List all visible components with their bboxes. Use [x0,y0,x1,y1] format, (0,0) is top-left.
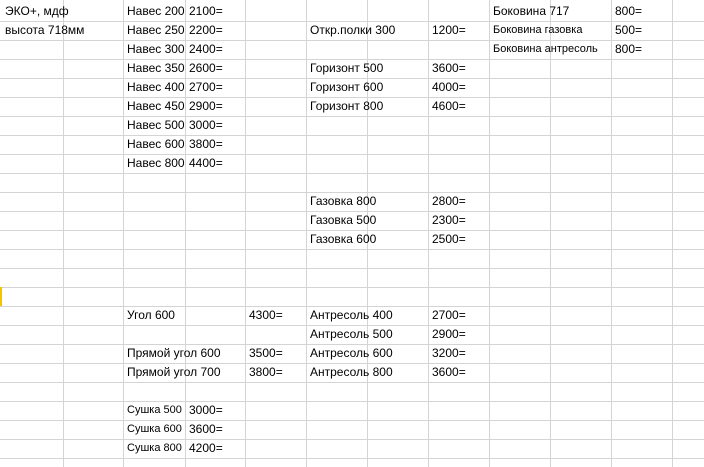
antresol-price-cell[interactable]: 2900= [432,327,466,341]
naves-price-cell[interactable]: 2700= [189,80,223,94]
corner-name-cell[interactable]: Прямой угол 600 [127,346,221,360]
dryer-name-cell[interactable]: Сушка 800 [127,442,182,454]
antresol-name-cell[interactable]: Антресоль 800 [310,365,393,379]
naves-name-cell[interactable]: Навес 600 [127,137,185,151]
row-divider [0,420,704,421]
naves-name-cell[interactable]: Навес 800 [127,156,185,170]
row-divider [0,173,704,174]
row-divider [0,458,704,459]
shelf-price-cell[interactable]: 4000= [432,80,466,94]
side-price-cell[interactable]: 500= [615,23,643,37]
row-divider [0,439,704,440]
row-divider [0,401,704,402]
row-divider [0,249,704,250]
dryer-price-cell[interactable]: 4200= [189,441,223,455]
column-divider [672,0,673,467]
naves-name-cell[interactable]: Навес 300 [127,42,185,56]
naves-price-cell[interactable]: 2100= [189,4,223,18]
naves-price-cell[interactable]: 3800= [189,137,223,151]
column-divider [550,0,551,467]
naves-price-cell[interactable]: 2200= [189,23,223,37]
gas-price-cell[interactable]: 2300= [432,213,466,227]
corner-price-cell[interactable]: 3800= [249,365,283,379]
naves-name-cell[interactable]: Навес 200 [127,4,185,18]
column-divider [63,0,64,467]
antresol-price-cell[interactable]: 2700= [432,308,466,322]
side-name-cell[interactable]: Боковина 717 [493,4,570,18]
antresol-name-cell[interactable]: Антресоль 600 [310,346,393,360]
corner-name-cell[interactable]: Угол 600 [127,308,175,322]
row-divider [0,287,704,288]
shelf-name-cell[interactable]: Откр.полки 300 [310,23,396,37]
dryer-price-cell[interactable]: 3600= [189,422,223,436]
row-divider [0,116,704,117]
naves-name-cell[interactable]: Навес 350 [127,61,185,75]
corner-name-cell[interactable]: Прямой угол 700 [127,365,221,379]
corner-price-cell[interactable]: 3500= [249,346,283,360]
dryer-price-cell[interactable]: 3000= [189,403,223,417]
shelf-price-cell[interactable]: 1200= [432,23,466,37]
gas-name-cell[interactable]: Газовка 600 [310,232,377,246]
antresol-name-cell[interactable]: Антресоль 400 [310,308,393,322]
gas-name-cell[interactable]: Газовка 800 [310,194,377,208]
gas-price-cell[interactable]: 2800= [432,194,466,208]
column-divider [245,0,246,467]
corner-price-cell[interactable]: 4300= [249,308,283,322]
antresol-name-cell[interactable]: Антресоль 500 [310,327,393,341]
naves-name-cell[interactable]: Навес 250 [127,23,185,37]
naves-price-cell[interactable]: 3000= [189,118,223,132]
gas-price-cell[interactable]: 2500= [432,232,466,246]
naves-name-cell[interactable]: Навес 500 [127,118,185,132]
gas-name-cell[interactable]: Газовка 500 [310,213,377,227]
row-divider [0,382,704,383]
column-divider [489,0,490,467]
sheet-subtitle-cell[interactable]: высота 718мм [5,23,85,37]
naves-name-cell[interactable]: Навес 400 [127,80,185,94]
side-price-cell[interactable]: 800= [615,4,643,18]
shelf-name-cell[interactable]: Горизонт 600 [310,80,384,94]
naves-price-cell[interactable]: 2600= [189,61,223,75]
column-divider [611,0,612,467]
active-row-marker [0,287,2,306]
shelf-name-cell[interactable]: Горизонт 500 [310,61,384,75]
side-name-cell[interactable]: Боковина газовка [493,24,583,36]
dryer-name-cell[interactable]: Сушка 500 [127,404,182,416]
dryer-name-cell[interactable]: Сушка 600 [127,423,182,435]
row-divider [0,154,704,155]
naves-price-cell[interactable]: 2900= [189,99,223,113]
naves-name-cell[interactable]: Навес 450 [127,99,185,113]
shelf-price-cell[interactable]: 4600= [432,99,466,113]
naves-price-cell[interactable]: 2400= [189,42,223,56]
side-price-cell[interactable]: 800= [615,42,643,56]
side-name-cell[interactable]: Боковина антресоль [493,43,598,55]
shelf-price-cell[interactable]: 3600= [432,61,466,75]
naves-price-cell[interactable]: 4400= [189,156,223,170]
shelf-name-cell[interactable]: Горизонт 800 [310,99,384,113]
antresol-price-cell[interactable]: 3200= [432,346,466,360]
sheet-title-cell[interactable]: ЭКО+, мдф [5,4,69,18]
row-divider [0,268,704,269]
row-divider [0,135,704,136]
antresol-price-cell[interactable]: 3600= [432,365,466,379]
